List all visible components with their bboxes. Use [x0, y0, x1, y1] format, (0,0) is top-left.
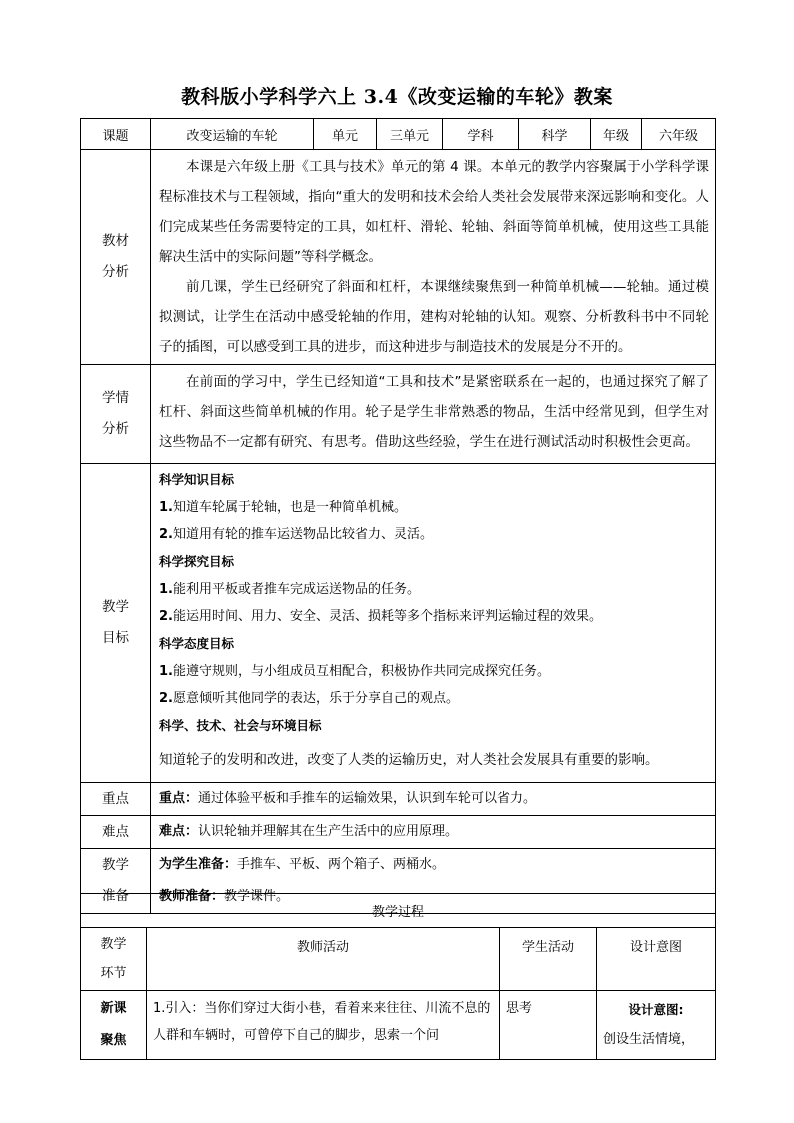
inquiry-goal-2 [159, 603, 709, 630]
row1-stage-line2: 聚焦 [100, 1033, 127, 1048]
learner-paragraph: 在前面的学习中，学生已经知道“工具和技术”是紧密联系在一起的，也通过探究了解了杠杆、斜面这些简单机械的作用。轮子是学生非常熟悉的物品，生活中经常见到，但学生对这些物品不一定都有研究、有思考。借助这些经验，学生在进行测试活动时积极性会更高。 [159, 374, 709, 450]
unit-value: 三单元 [377, 119, 443, 150]
goal-number: 2. [159, 691, 173, 706]
lesson-plan-table [80, 118, 716, 914]
col-stage-line2: 环节 [100, 966, 127, 981]
sts-goal: 知道轮子的发明和改进，改变了人类的运输历史，对人类社会发展具有重要的影响。 [159, 752, 659, 768]
goals-label-line2: 目标 [102, 630, 129, 646]
goal-number: 2. [159, 527, 173, 542]
key-point-label: 重点 [81, 783, 151, 816]
row1-stage-line1: 新课 [100, 1001, 127, 1016]
knowledge-goal-1 [159, 494, 709, 521]
key-point-row [81, 783, 716, 816]
attitude-heading: 科学态度目标 [159, 636, 235, 651]
difficulty-row [81, 816, 716, 849]
goals-row [81, 464, 716, 783]
col-stage-header [81, 928, 147, 991]
unit-label: 单元 [314, 119, 377, 150]
learner-content [151, 365, 716, 464]
teacher-prep-prefix: 教师准备： [159, 889, 225, 904]
process-row-1 [81, 991, 716, 1060]
preparation-label-line1: 教学 [102, 857, 129, 873]
inquiry-goal-1 [159, 576, 709, 603]
goals-label-line1: 教学 [102, 599, 129, 615]
difficulty-text: 认识轮轴并理解其在生产生活中的应用原理。 [198, 824, 459, 839]
teacher-prep-text: 教学课件。 [224, 889, 290, 904]
attitude-goal-1 [159, 658, 709, 685]
difficulty-prefix: 难点： [159, 824, 199, 839]
topic-label: 课题 [81, 119, 151, 150]
goal-text: 知道用有轮的推车运送物品比较省力、灵活。 [172, 527, 433, 542]
key-point-text: 通过体验平板和手推车的运输效果，认识到车轮可以省力。 [198, 791, 537, 806]
process-heading: 教学过程 [81, 894, 716, 928]
subject-label: 学科 [443, 119, 519, 150]
col-teacher-header: 教师活动 [147, 928, 500, 991]
topic-value: 改变运输的车轮 [151, 119, 314, 150]
material-label [81, 150, 151, 365]
sts-heading: 科学、技术、社会与环境目标 [159, 718, 322, 733]
goal-text: 能利用平板或者推车完成运送物品的任务。 [172, 582, 420, 597]
attitude-goal-2 [159, 685, 709, 712]
subject-value: 科学 [519, 119, 591, 150]
document-title: 教科版小学科学六上 3.4《改变运输的车轮》教案 [181, 86, 613, 108]
goal-number: 2. [159, 609, 173, 624]
goals-content [151, 464, 716, 783]
grade-value: 六年级 [642, 119, 716, 150]
process-heading-row [81, 894, 716, 928]
learner-label [81, 365, 151, 464]
preparation-label-line2: 准备 [102, 888, 129, 904]
key-point-prefix: 重点： [159, 791, 199, 806]
header-row [81, 119, 716, 150]
learner-label-line1: 学情 [102, 390, 129, 406]
learner-row [81, 365, 716, 464]
material-row [81, 150, 716, 365]
goal-text: 能运用时间、用力、安全、灵活、损耗等多个指标来评判运输过程的效果。 [172, 609, 602, 624]
goal-text: 愿意倾听其他同学的表达，乐于分享自己的观点。 [172, 691, 459, 706]
student-prep-text: 手推车、平板、两个箱子、两桶水。 [237, 857, 446, 872]
row1-stage [81, 991, 147, 1060]
goal-number: 1. [159, 582, 173, 597]
material-paragraph-1: 本课是六年级上册《工具与技术》单元的第 4 课。本单元的教学内容聚属于小学科学课程标准技术与工程领域，指向“重大的发明和技术会给人类社会发展带来深远影响和变化。人们完成某些任务需要特定的工具，如杠杆、滑轮、轮轴、斜面等简单机械，使用这些工具能解决生活中的实际问题”等科学概念。 [159, 159, 709, 265]
row1-design-heading: 设计意图: [628, 1002, 684, 1017]
material-label-line2: 分析 [102, 264, 129, 280]
row1-teacher-activity: 1.引入：当你们穿过大街小巷，看着来来往往、川流不息的人群和车辆时，可曾停下自己的脚步，思索一个问 [147, 991, 500, 1060]
goal-text: 能遵守规则，与小组成员互相配合，积极协作共同完成探究任务。 [172, 664, 550, 679]
row1-design-intent [597, 991, 716, 1060]
goals-label [81, 464, 151, 783]
knowledge-goal-2 [159, 521, 709, 548]
inquiry-heading: 科学探究目标 [159, 554, 235, 569]
grade-label: 年级 [591, 119, 642, 150]
difficulty-label: 难点 [81, 816, 151, 849]
teaching-process-table [80, 893, 716, 1060]
key-point-content [151, 783, 716, 816]
goal-text: 知道车轮属于轮轴，也是一种简单机械。 [172, 500, 407, 515]
knowledge-heading: 科学知识目标 [159, 472, 235, 487]
material-paragraph-2: 前几课，学生已经研究了斜面和杠杆，本课继续聚焦到一种简单机械——轮轴。通过模拟测试，让学生在活动中感受轮轴的作用，建构对轮轴的认知。观察、分析教科书中不同轮子的插图，可以感受到工具的进步，而这种进步与制造技术的发展是分不开的。 [159, 279, 709, 355]
row1-design-text: 创设生活情境， [603, 1032, 695, 1047]
col-stage-line1: 教学 [100, 937, 127, 952]
material-content [151, 150, 716, 365]
goal-number: 1. [159, 664, 173, 679]
learner-label-line2: 分析 [102, 421, 129, 437]
row1-student-activity: 思考 [500, 991, 597, 1060]
process-column-headers [81, 928, 716, 991]
student-prep-prefix: 为学生准备： [159, 857, 238, 872]
material-label-line1: 教材 [102, 233, 129, 249]
difficulty-content [151, 816, 716, 849]
goal-number: 1. [159, 500, 173, 515]
col-student-header: 学生活动 [500, 928, 597, 991]
col-design-header: 设计意图 [597, 928, 716, 991]
